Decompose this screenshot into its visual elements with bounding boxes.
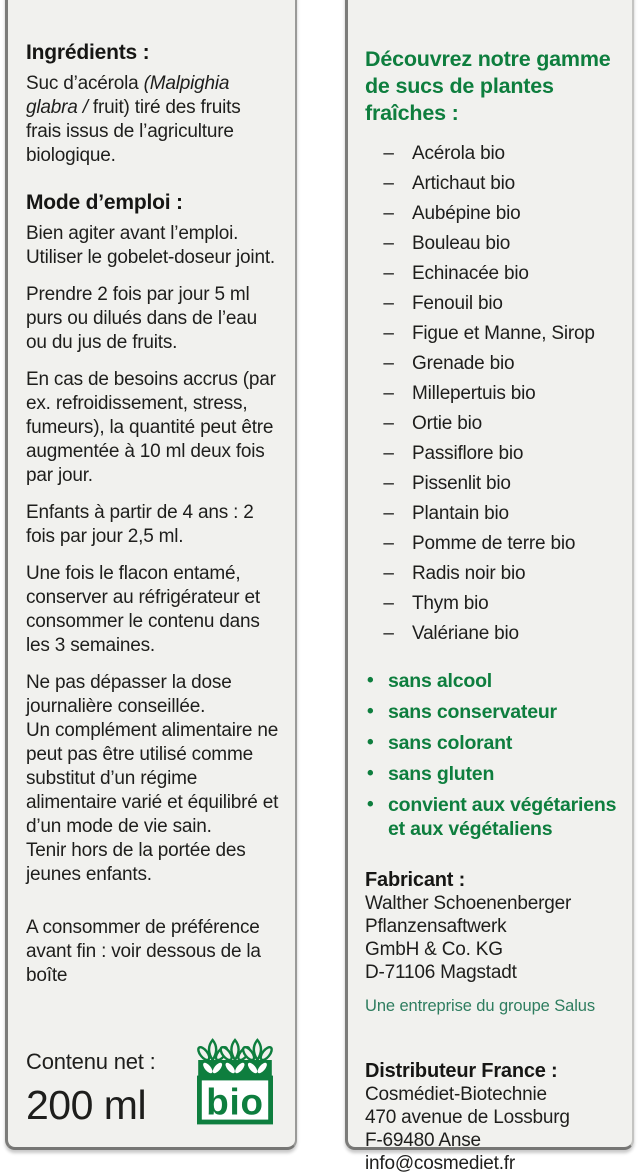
ingredients-text-pre: Suc d’acérola bbox=[26, 73, 144, 94]
feature-item bbox=[365, 669, 620, 693]
feature-text: sans alcool bbox=[388, 670, 493, 692]
product-item bbox=[365, 622, 620, 646]
bullet-icon: • bbox=[367, 670, 374, 691]
feature-text: convient aux végétariens et aux végétaliens bbox=[388, 794, 617, 840]
distributor-line: F-69480 Anse bbox=[365, 1130, 481, 1151]
product-item bbox=[365, 502, 620, 526]
product-item bbox=[365, 412, 620, 436]
distributor-line: info@cosmediet.fr bbox=[365, 1153, 516, 1174]
feature-text: sans conservateur bbox=[388, 701, 557, 723]
bullet-icon: • bbox=[367, 701, 374, 722]
product-name: Grenade bio bbox=[412, 353, 515, 374]
product-list bbox=[365, 142, 620, 646]
bio-logo-text: bio bbox=[206, 1081, 264, 1123]
product-name: Valériane bio bbox=[412, 623, 519, 644]
bullet-icon: • bbox=[367, 794, 374, 815]
feature-item bbox=[365, 731, 620, 755]
product-name: Pomme de terre bio bbox=[412, 533, 576, 554]
manufacturer-heading: Fabricant : bbox=[365, 869, 466, 891]
product-name: Ortie bio bbox=[412, 413, 483, 434]
feature-text: sans colorant bbox=[388, 732, 513, 754]
product-range-heading: Découvrez notre gamme de sucs de plantes fraîches : bbox=[365, 47, 611, 125]
dash-icon: – bbox=[383, 533, 394, 554]
product-name: Plantain bio bbox=[412, 503, 509, 524]
usage-paragraphs bbox=[26, 222, 280, 658]
dash-icon: – bbox=[383, 503, 394, 524]
net-content-row bbox=[26, 1035, 275, 1128]
distributor-heading: Distributeur France : bbox=[365, 1060, 558, 1082]
product-item bbox=[365, 352, 620, 376]
feature-item bbox=[365, 700, 620, 724]
product-name: Aubépine bio bbox=[412, 203, 521, 224]
product-item bbox=[365, 382, 620, 406]
manufacturer-line: Walther Schoenenberger bbox=[365, 893, 572, 914]
dash-icon: – bbox=[383, 323, 394, 344]
net-content-value: 200 ml bbox=[26, 1082, 147, 1128]
bullet-icon: • bbox=[367, 732, 374, 753]
warning-line: Un complément alimentaire ne peut pas être utilisé comme substitut d’un régime alimentaire varié et équilibré et d’un mode de vie sain. bbox=[26, 720, 279, 837]
warning-line: Ne pas dépasser la dose journalière conseillée. bbox=[26, 672, 232, 717]
dash-icon: – bbox=[383, 143, 394, 164]
product-item bbox=[365, 262, 620, 286]
product-name: Pissenlit bio bbox=[412, 473, 511, 494]
feature-item bbox=[365, 793, 620, 841]
usage-paragraph: Une fois le flacon entamé, conserver au réfrigérateur et consommer le contenu dans les 3 semaines. bbox=[26, 563, 260, 656]
product-name: Thym bio bbox=[412, 593, 489, 614]
dash-icon: – bbox=[383, 173, 394, 194]
dash-icon: – bbox=[383, 623, 394, 644]
manufacturer-lines bbox=[365, 892, 620, 984]
warning-paragraphs bbox=[26, 671, 280, 887]
dash-icon: – bbox=[383, 563, 394, 584]
product-name: Echinacée bio bbox=[412, 263, 529, 284]
manufacturer-line: Pflanzensaftwerk bbox=[365, 916, 507, 937]
ingredients-text-post: fruit) tiré des fruits frais issus de l’agriculture biologique. bbox=[26, 97, 241, 166]
product-item bbox=[365, 232, 620, 256]
dash-icon: – bbox=[383, 443, 394, 464]
product-name: Fenouil bio bbox=[412, 293, 503, 314]
product-item bbox=[365, 202, 620, 226]
manufacturer-block bbox=[365, 868, 620, 1016]
product-item bbox=[365, 592, 620, 616]
feature-list bbox=[365, 669, 620, 841]
dash-icon: – bbox=[383, 263, 394, 284]
net-content-label: Contenu net : bbox=[26, 1049, 156, 1074]
usage-heading: Mode d’emploi : bbox=[26, 191, 183, 214]
distributor-lines bbox=[365, 1083, 620, 1175]
product-name: Bouleau bio bbox=[412, 233, 511, 254]
right-panel bbox=[345, 0, 634, 1174]
product-item bbox=[365, 322, 620, 346]
dash-icon: – bbox=[383, 383, 394, 404]
warning-line: Tenir hors de la portée des jeunes enfants. bbox=[26, 840, 246, 885]
bio-seal-icon bbox=[195, 1035, 275, 1125]
dash-icon: – bbox=[383, 353, 394, 374]
usage-paragraph: Prendre 2 fois par jour 5 ml purs ou dilués dans de l’eau ou du jus de fruits. bbox=[26, 284, 258, 353]
dash-icon: – bbox=[383, 473, 394, 494]
product-item bbox=[365, 172, 620, 196]
usage-paragraph: Bien agiter avant l’emploi. Utiliser le gobelet-doseur joint. bbox=[26, 223, 275, 268]
product-name: Acérola bio bbox=[412, 143, 505, 164]
feature-text: sans gluten bbox=[388, 763, 495, 785]
feature-item bbox=[365, 762, 620, 786]
product-name: Artichaut bio bbox=[412, 173, 516, 194]
distributor-line: Cosmédiet-Biotechnie bbox=[365, 1084, 547, 1105]
usage-paragraph: En cas de besoins accrus (par ex. refroidissement, stress, fumeurs), la quantité peut être augmentée à 10 ml deux fois par jour. bbox=[26, 369, 276, 486]
dash-icon: – bbox=[383, 413, 394, 434]
ingredients-text bbox=[26, 72, 280, 168]
distributor-block bbox=[365, 1059, 620, 1175]
product-name: Radis noir bio bbox=[412, 563, 526, 584]
product-item bbox=[365, 292, 620, 316]
ingredients-latin-name: (Malpighia glabra / bbox=[26, 73, 230, 118]
product-item bbox=[365, 532, 620, 556]
salus-group-note: Une entreprise du groupe Salus bbox=[365, 997, 595, 1015]
product-item bbox=[365, 472, 620, 496]
manufacturer-line: D-71106 Magstadt bbox=[365, 962, 517, 983]
dash-icon: – bbox=[383, 593, 394, 614]
product-item bbox=[365, 562, 620, 586]
dash-icon: – bbox=[383, 203, 394, 224]
left-panel bbox=[5, 0, 297, 1150]
bullet-icon: • bbox=[367, 763, 374, 784]
net-content-block bbox=[26, 1049, 156, 1128]
dash-icon: – bbox=[383, 293, 394, 314]
product-name: Passiflore bio bbox=[412, 443, 524, 464]
product-name: Millepertuis bio bbox=[412, 383, 536, 404]
ingredients-heading: Ingrédients : bbox=[26, 41, 150, 64]
usage-paragraph: Enfants à partir de 4 ans : 2 fois par jour 2,5 ml. bbox=[26, 502, 254, 547]
product-item bbox=[365, 142, 620, 166]
product-item bbox=[365, 442, 620, 466]
manufacturer-line: GmbH & Co. KG bbox=[365, 939, 503, 960]
distributor-line: 470 avenue de Lossburg bbox=[365, 1107, 570, 1128]
best-before-text: A consommer de préférence avant fin : voir dessous de la boîte bbox=[26, 917, 261, 986]
dash-icon: – bbox=[383, 233, 394, 254]
product-name: Figue et Manne, Sirop bbox=[412, 323, 595, 344]
